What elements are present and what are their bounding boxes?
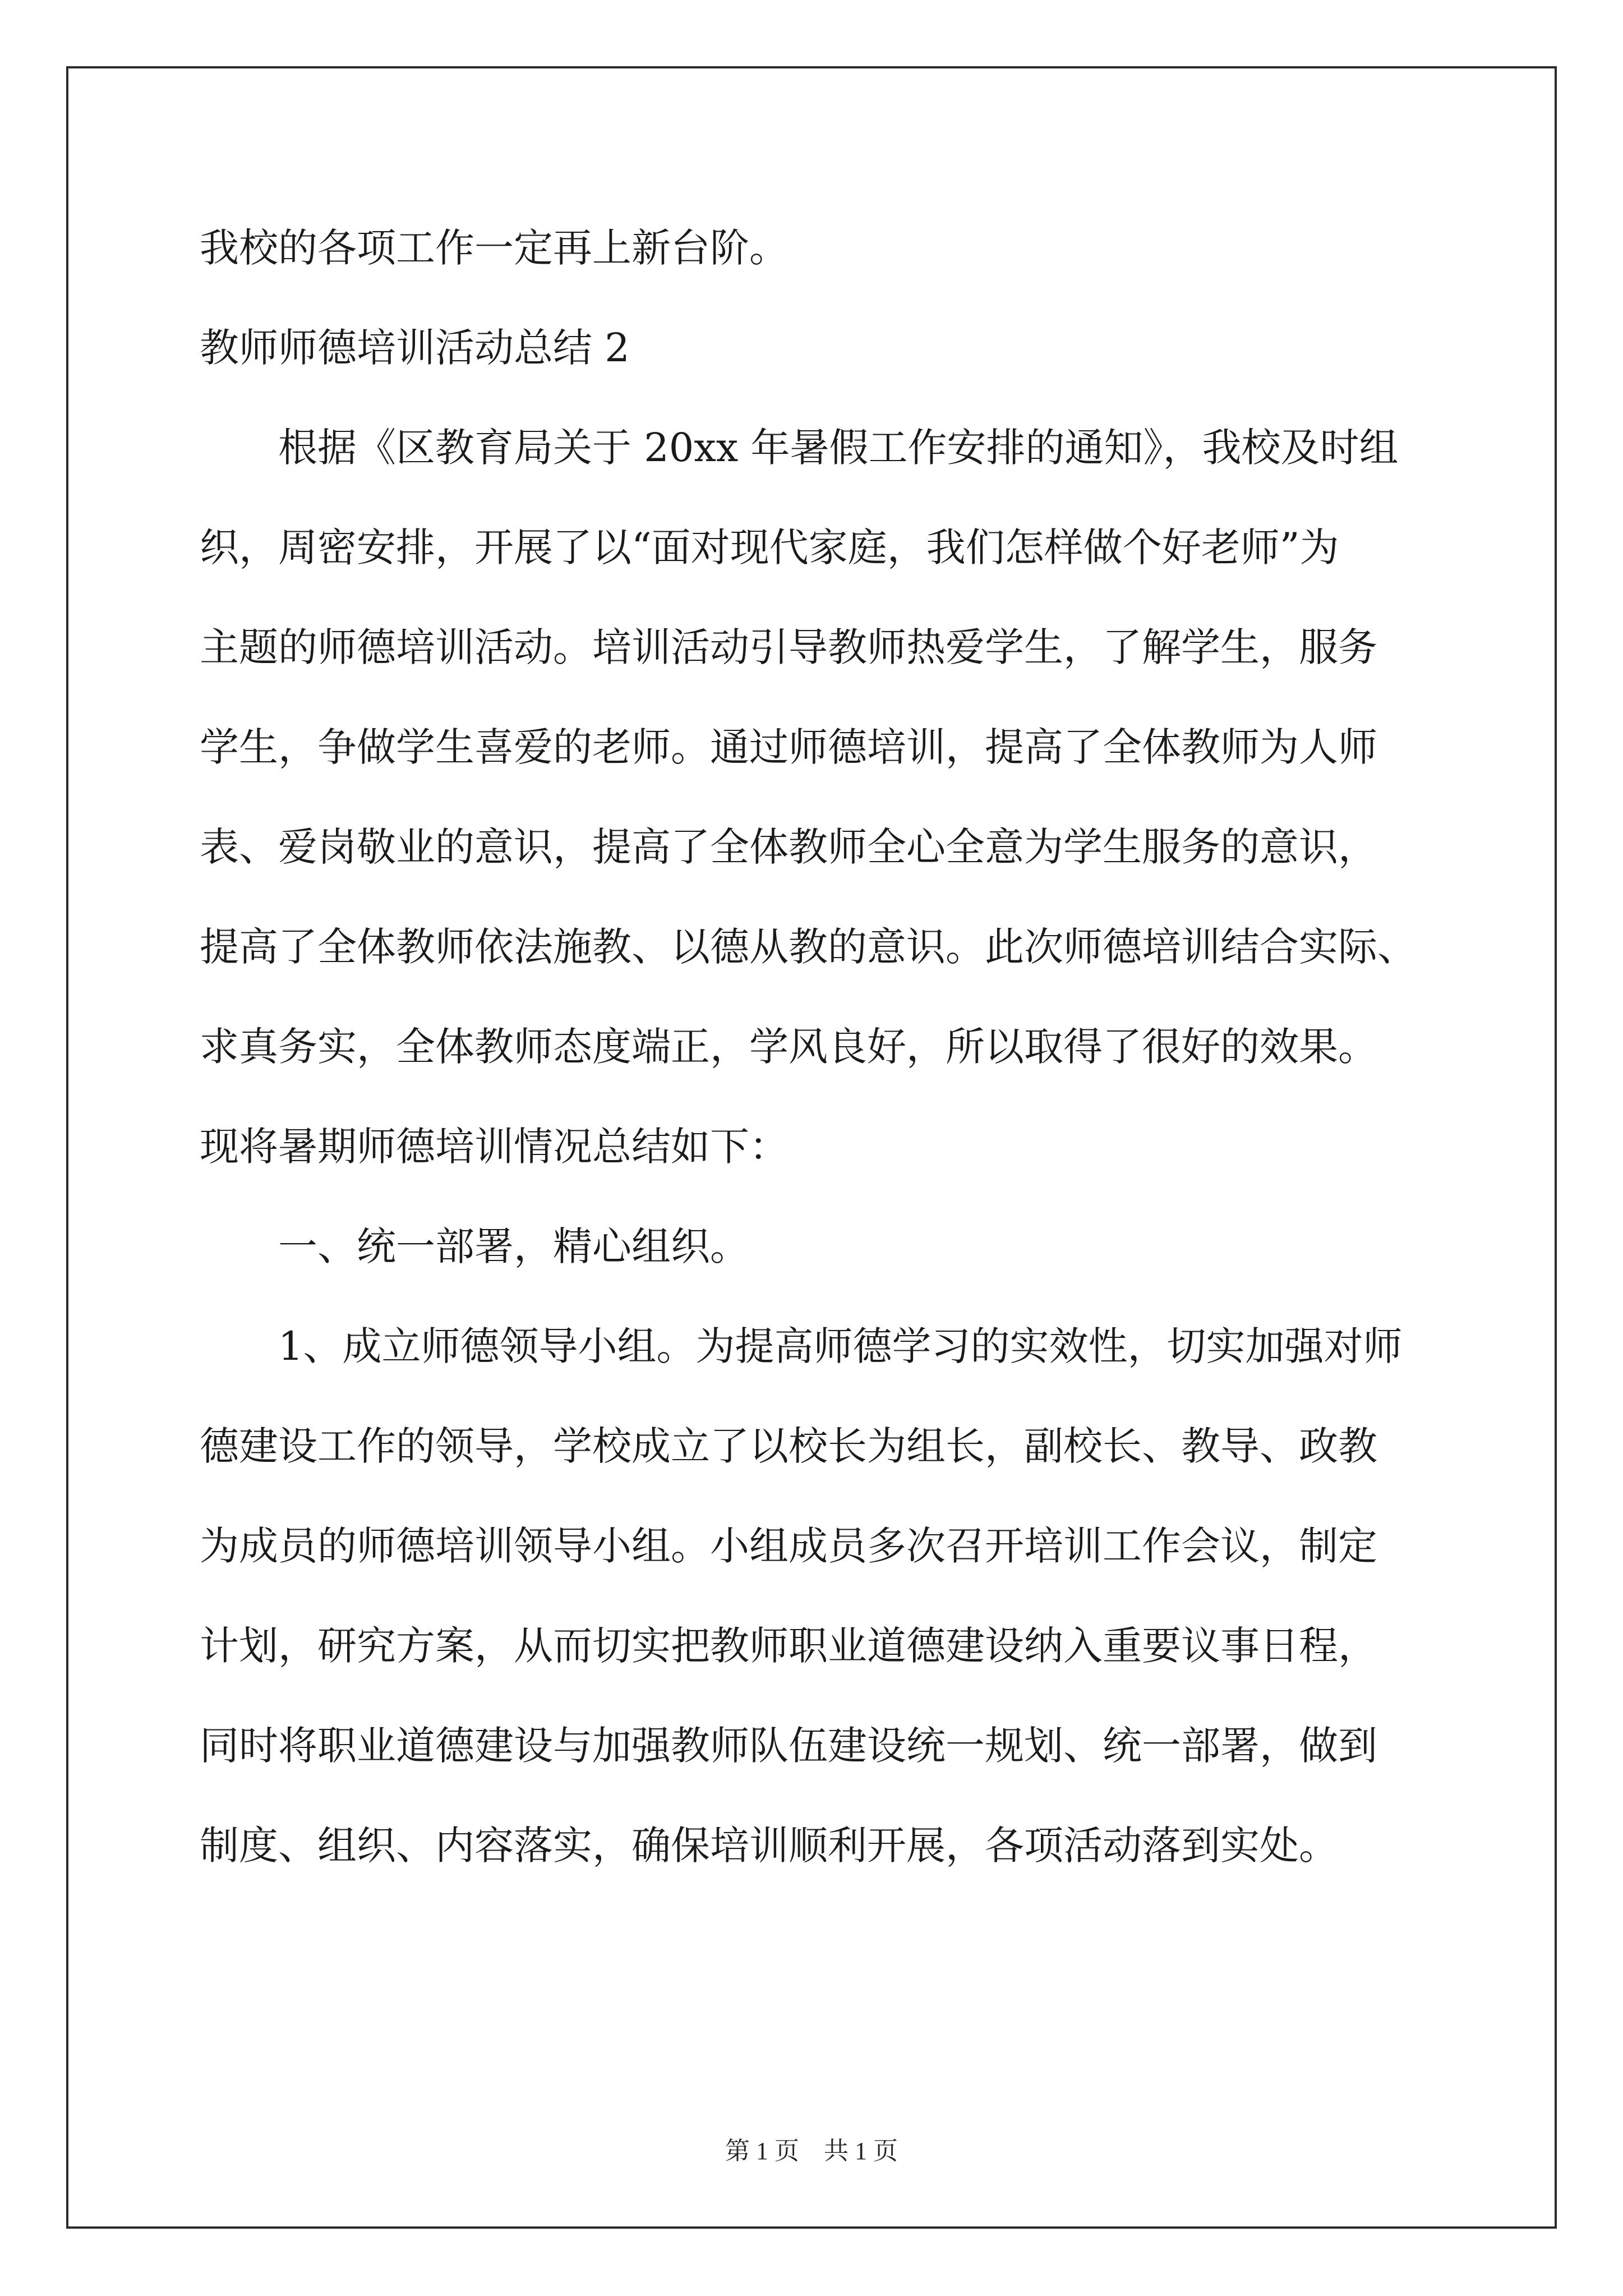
- text-line: 我校的各项工作一定再上新台阶。: [200, 225, 789, 271]
- page-number-footer: 第 1 页 共 1 页: [725, 2137, 898, 2165]
- subsection-heading: 一、统一部署，精心组织。: [278, 1223, 749, 1269]
- text-line: 计划，研究方案，从而切实把教师职业道德建设纳入重要议事日程，: [200, 1623, 1377, 1669]
- section-heading: 教师师德培训活动总结 2: [200, 325, 630, 371]
- text-line: 表、爱岗敬业的意识，提高了全体教师全心全意为学生服务的意识，: [200, 824, 1377, 870]
- text-line: 为成员的师德培训领导小组。小组成员多次召开培训工作会议，制定: [200, 1523, 1377, 1569]
- text-line: 提高了全体教师依法施教、以德从教的意识。此次师德培训结合实际、: [200, 924, 1417, 970]
- text-line: 1、成立师德领导小组。为提高师德学习的实效性，切实加强对师: [278, 1323, 1403, 1369]
- text-line: 求真务实，全体教师态度端正，学风良好，所以取得了很好的效果。: [200, 1024, 1377, 1070]
- text-line: 制度、组织、内容落实，确保培训顺利开展，各项活动落到实处。: [200, 1823, 1338, 1869]
- text-line: 现将暑期师德培训情况总结如下：: [200, 1124, 789, 1170]
- text-line: 同时将职业道德建设与加强教师队伍建设统一规划、统一部署，做到: [200, 1723, 1377, 1769]
- text-line: 学生，争做学生喜爱的老师。通过师德培训，提高了全体教师为人师: [200, 724, 1377, 770]
- text-line: 德建设工作的领导，学校成立了以校长为组长，副校长、教导、政教: [200, 1423, 1377, 1469]
- text-line: 根据《区教育局关于 20xx 年暑假工作安排的通知》，我校及时组: [278, 425, 1399, 471]
- text-line: 织，周密安排，开展了以“面对现代家庭，我们怎样做个好老师”为: [200, 524, 1339, 570]
- text-line: 主题的师德培训活动。培训活动引导教师热爱学生，了解学生，服务: [200, 624, 1377, 670]
